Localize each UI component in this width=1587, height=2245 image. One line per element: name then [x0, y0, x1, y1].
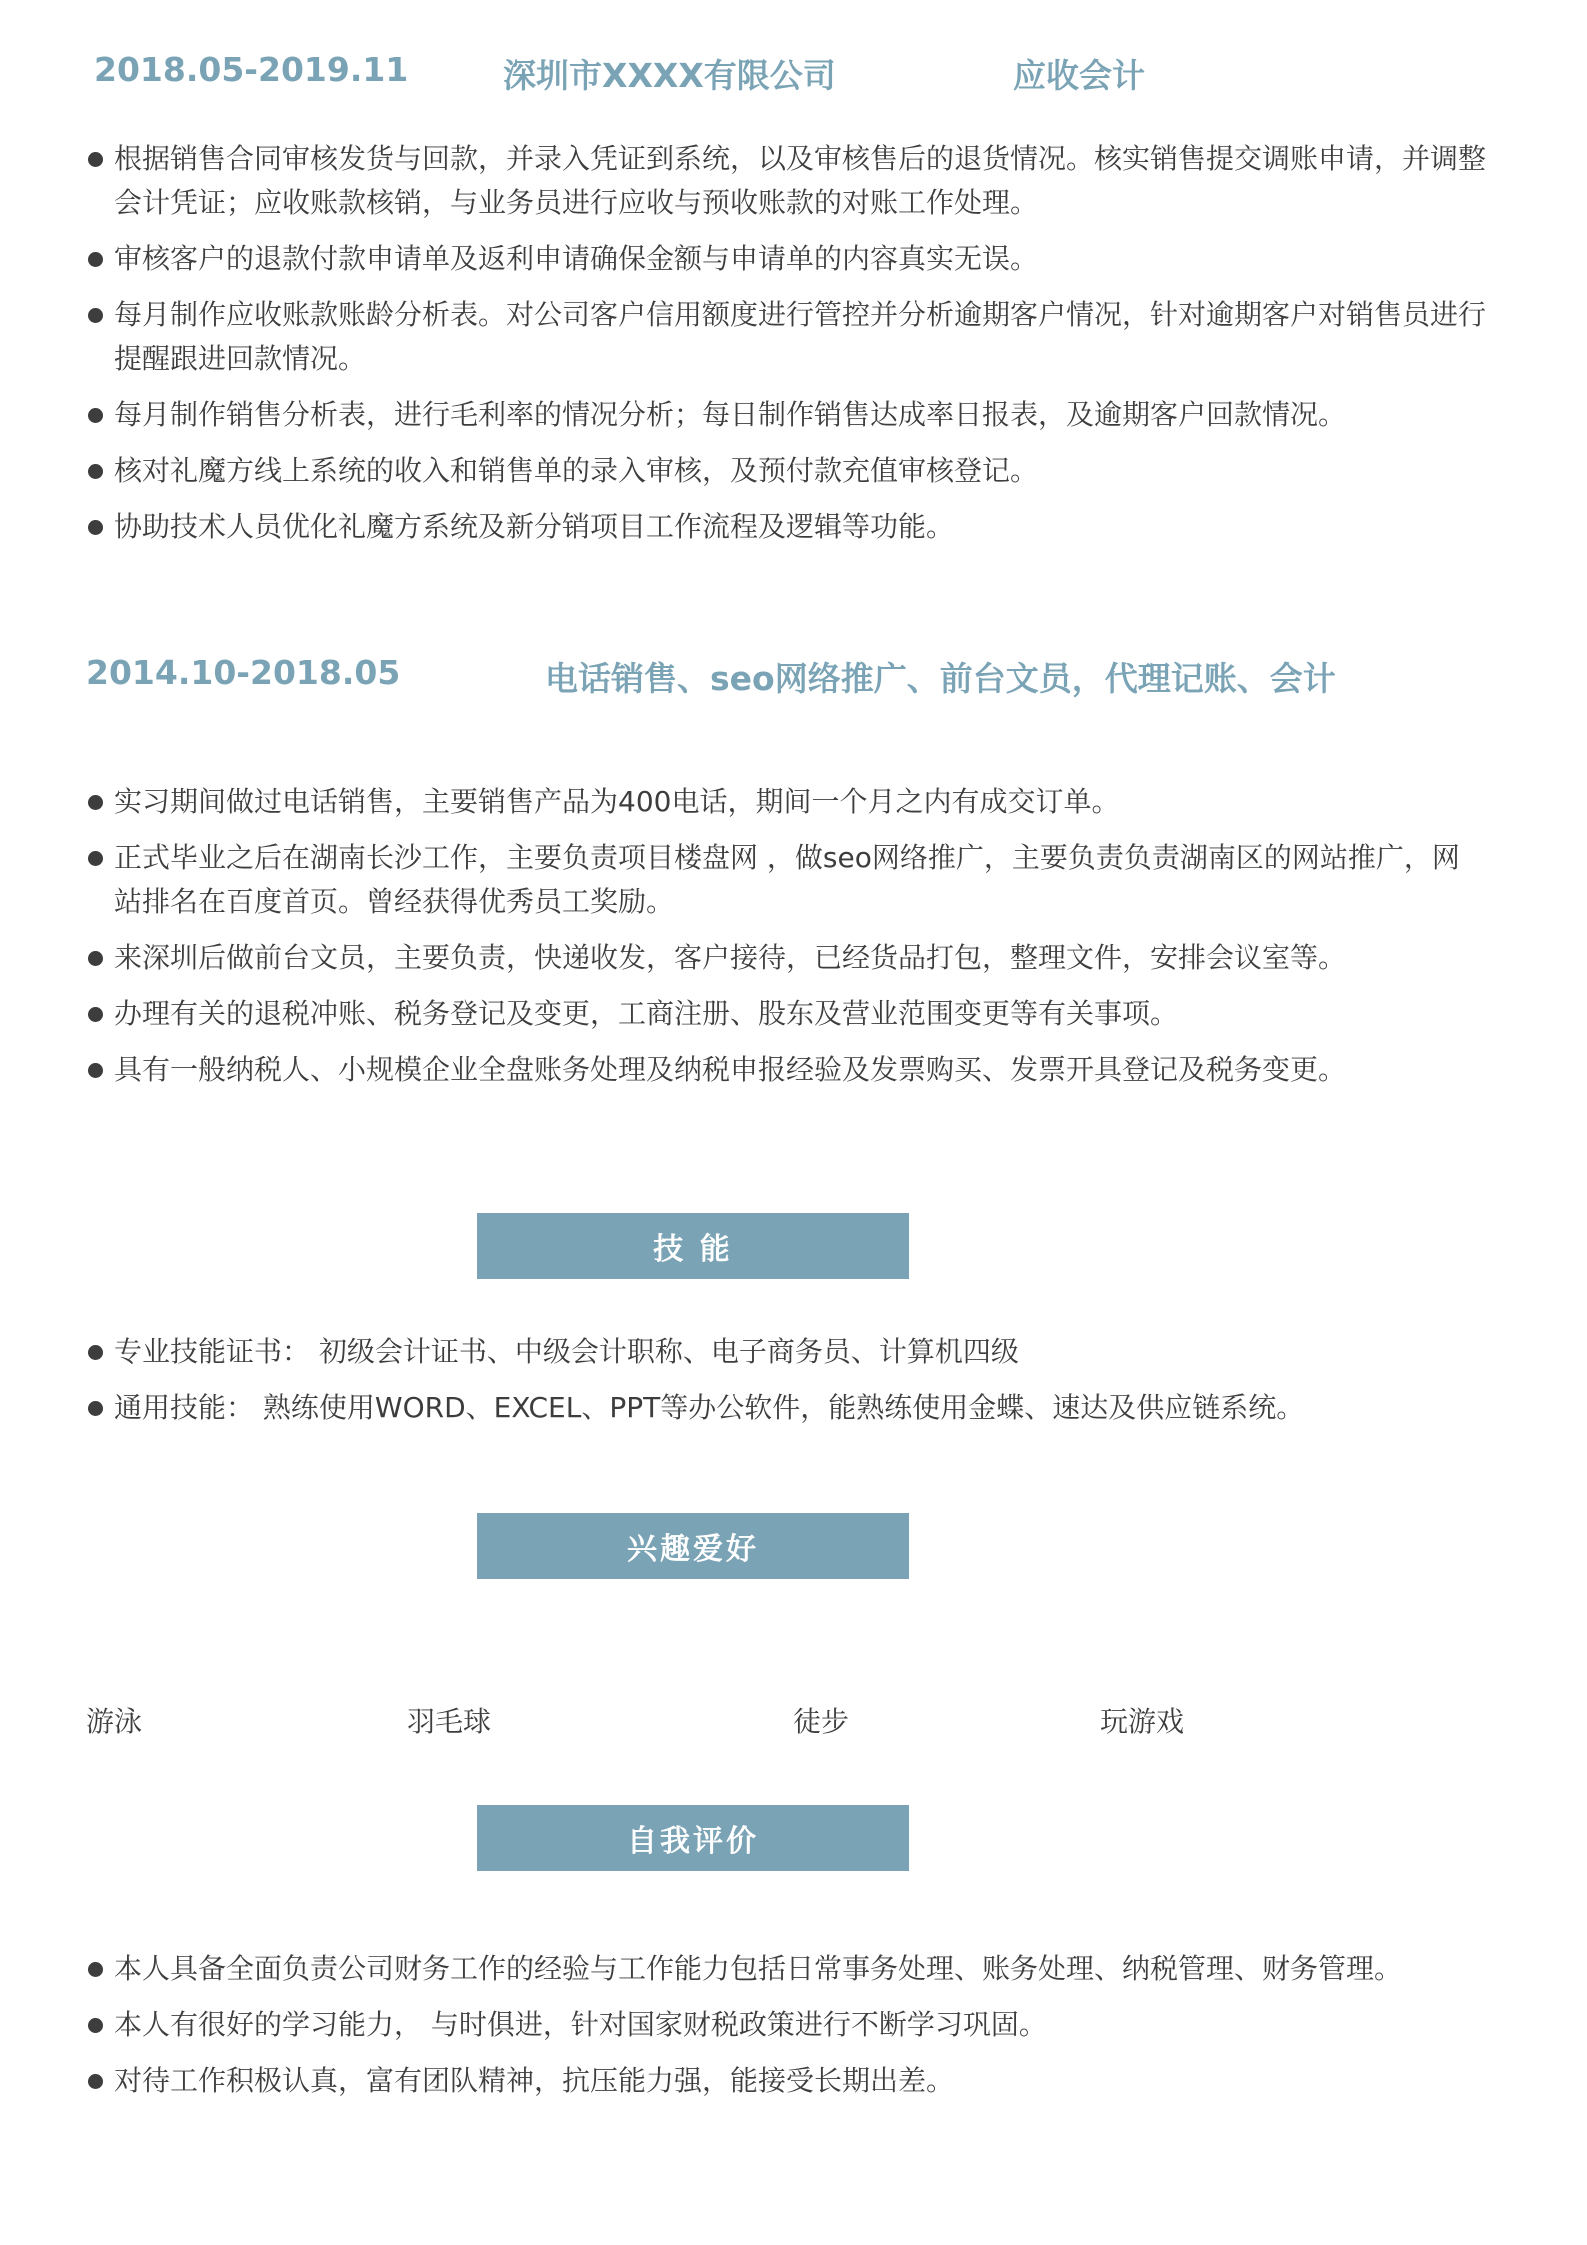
list-item: 实习期间做过电话销售，主要销售产品为400电话，期间一个月之内有成交订单。 [86, 780, 1486, 824]
self-evaluation-section-title: 自我评价 [477, 1805, 909, 1871]
list-item: 具有一般纳税人、小规模企业全盘账务处理及纳税申报经验及发票购买、发票开具登记及税务变更。 [86, 1048, 1486, 1092]
list-item: 本人有很好的学习能力， 与时俱进，针对国家财税政策进行不断学习巩固。 [86, 2003, 1486, 2047]
self-evaluation-list [86, 1947, 1486, 2115]
list-item: 本人具备全面负责公司财务工作的经验与工作能力包括日常事务处理、账务处理、纳税管理、财务管理。 [86, 1947, 1486, 1991]
skills-list [86, 1330, 1486, 1442]
list-item: 对待工作积极认真，富有团队精神，抗压能力强，能接受长期出差。 [86, 2059, 1486, 2103]
list-item: 审核客户的退款付款申请单及返利申请确保金额与申请单的内容真实无误。 [86, 237, 1486, 281]
list-item: 正式毕业之后在湖南长沙工作，主要负责项目楼盘网 ，做seo网络推广，主要负责负责湖南区的网站推广，网站排名在百度首页。曾经获得优秀员工奖励。 [86, 836, 1486, 924]
hobbies-section-title: 兴趣爱好 [477, 1513, 909, 1579]
hobby-item: 徒步 [793, 1705, 850, 1738]
hobby-item: 玩游戏 [1100, 1705, 1185, 1738]
hobby-item: 游泳 [86, 1705, 143, 1738]
list-item: 通用技能： 熟练使用WORD、EXCEL、PPT等办公软件，能熟练使用金蝶、速达及供应链系统。 [86, 1386, 1486, 1430]
job2-positions: 电话销售、seo网络推广、前台文员，代理记账、会计 [545, 659, 1336, 698]
list-item: 每月制作应收账款账龄分析表。对公司客户信用额度进行管控并分析逾期客户情况，针对逾期客户对销售员进行提醒跟进回款情况。 [86, 293, 1486, 381]
list-item: 专业技能证书： 初级会计证书、中级会计职称、电子商务员、计算机四级 [86, 1330, 1486, 1374]
list-item: 协助技术人员优化礼魔方系统及新分销项目工作流程及逻辑等功能。 [86, 505, 1486, 549]
list-item: 每月制作销售分析表，进行毛利率的情况分析；每日制作销售达成率日报表，及逾期客户回款情况。 [86, 393, 1486, 437]
list-item: 核对礼魔方线上系统的收入和销售单的录入审核，及预付款充值审核登记。 [86, 449, 1486, 493]
skills-section-title: 技 能 [477, 1213, 909, 1279]
job1-company: 深圳市XXXX有限公司 [503, 56, 836, 95]
job1-position: 应收会计 [1013, 56, 1145, 95]
job2-period: 2014.10-2018.05 [86, 653, 401, 692]
job1-period: 2018.05-2019.11 [94, 50, 409, 89]
list-item: 来深圳后做前台文员，主要负责，快递收发，客户接待，已经货品打包，整理文件，安排会议室等。 [86, 936, 1486, 980]
hobby-item: 羽毛球 [407, 1705, 492, 1738]
list-item: 根据销售合同审核发货与回款，并录入凭证到系统，以及审核售后的退货情况。核实销售提交调账申请，并调整会计凭证；应收账款核销，与业务员进行应收与预收账款的对账工作处理。 [86, 137, 1486, 225]
list-item: 办理有关的退税冲账、税务登记及变更，工商注册、股东及营业范围变更等有关事项。 [86, 992, 1486, 1036]
job2-duties-list [86, 780, 1486, 1104]
job1-duties-list [86, 137, 1486, 561]
